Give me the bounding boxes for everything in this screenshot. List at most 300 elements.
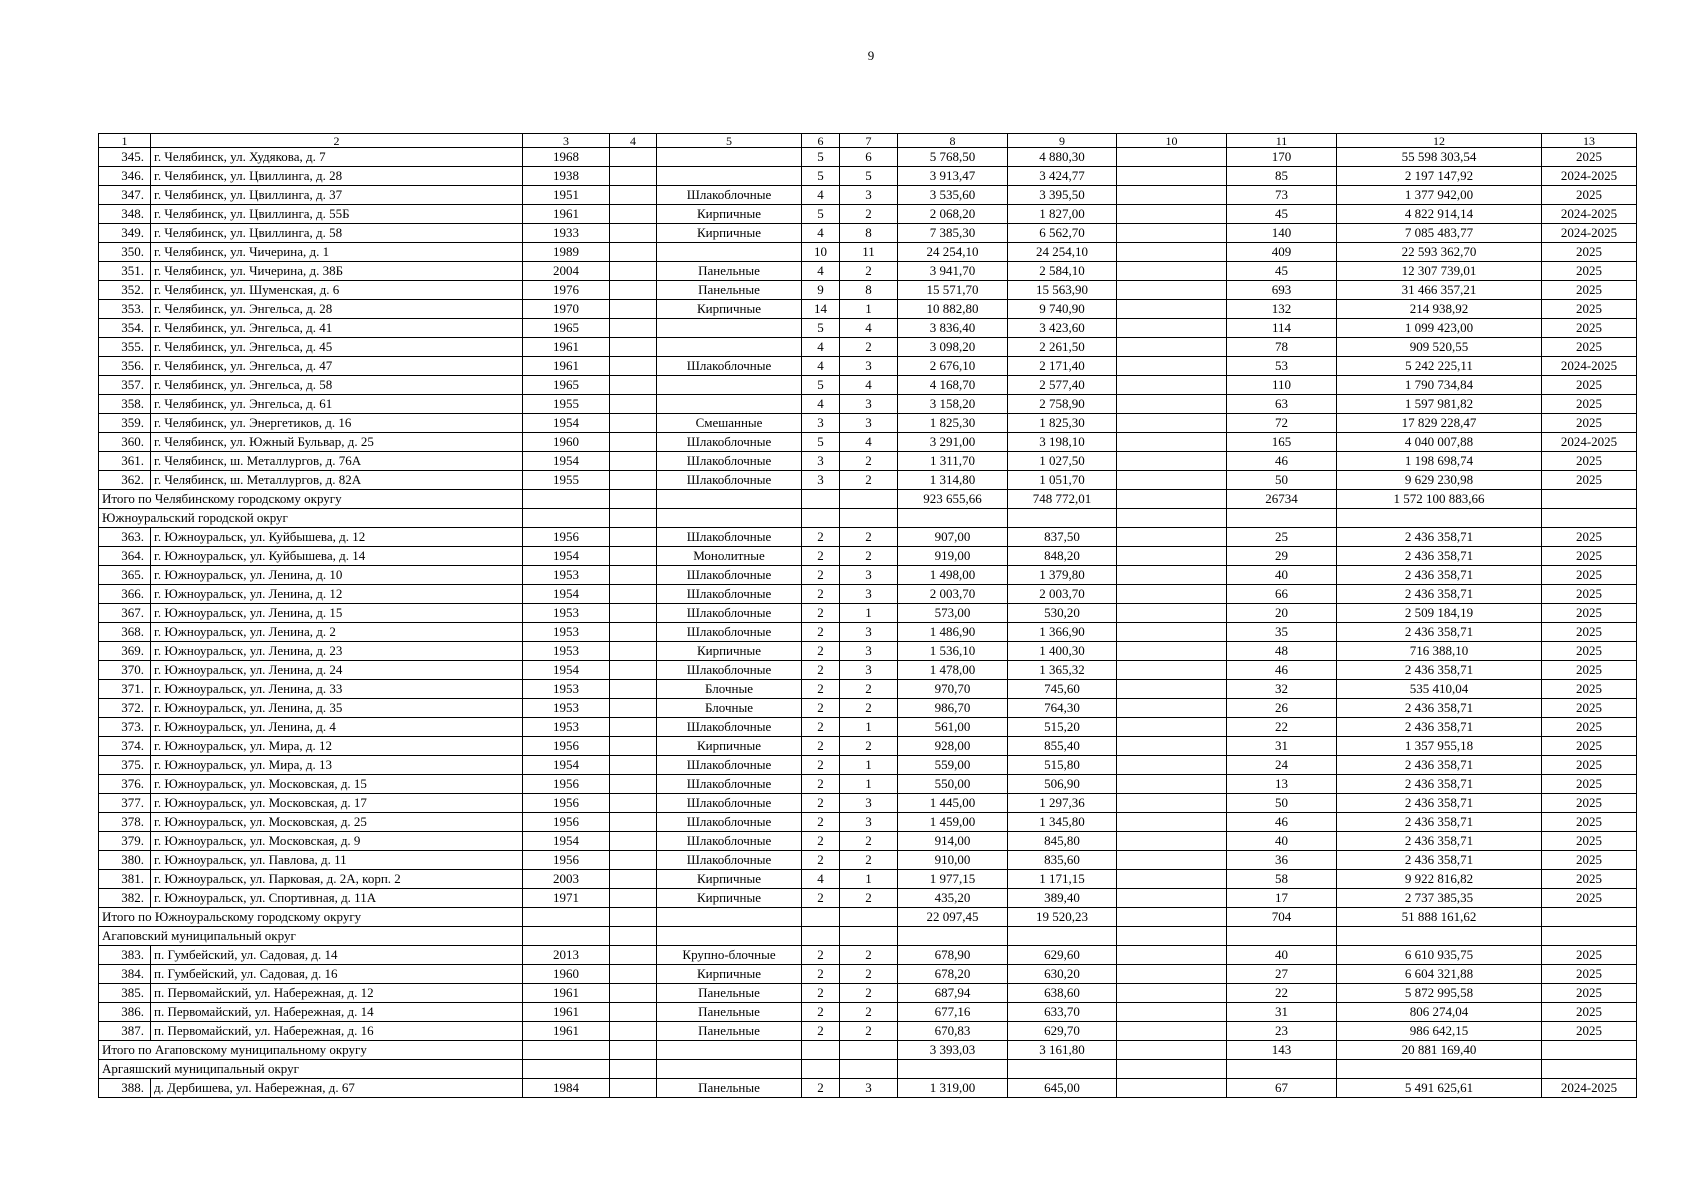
cell-col-9: 2 003,70 <box>1008 585 1117 604</box>
cell-col-13: 2025 <box>1542 756 1637 775</box>
subtotal-cell-col-3 <box>523 1041 610 1060</box>
cell-col-2: г. Южноуральск, ул. Ленина, д. 24 <box>151 661 523 680</box>
subtotal-cell-col-4 <box>610 490 657 509</box>
cell-col-9: 2 171,40 <box>1008 357 1117 376</box>
cell-col-10 <box>1117 528 1227 547</box>
cell-col-11: 46 <box>1227 661 1337 680</box>
empty-cell <box>1227 1060 1337 1079</box>
cell-col-11: 20 <box>1227 604 1337 623</box>
empty-cell <box>1117 927 1227 946</box>
cell-col-12: 9 922 816,82 <box>1337 870 1542 889</box>
cell-col-7: 3 <box>840 642 898 661</box>
cell-col-2: г. Челябинск, ш. Металлургов, д. 82А <box>151 471 523 490</box>
cell-col-4 <box>610 737 657 756</box>
cell-col-3: 1956 <box>523 737 610 756</box>
cell-col-5: Шлакоблочные <box>657 433 802 452</box>
cell-col-7: 2 <box>840 984 898 1003</box>
cell-col-7: 6 <box>840 148 898 167</box>
cell-col-13: 2025 <box>1542 813 1637 832</box>
cell-col-9: 2 577,40 <box>1008 376 1117 395</box>
subtotal-cell-col-12: 20 881 169,40 <box>1337 1041 1542 1060</box>
cell-col-11: 66 <box>1227 585 1337 604</box>
table-row <box>99 300 1637 319</box>
cell-col-13: 2025 <box>1542 471 1637 490</box>
cell-col-6: 4 <box>802 357 840 376</box>
cell-col-12: 2 436 358,71 <box>1337 585 1542 604</box>
cell-col-9: 645,00 <box>1008 1079 1117 1098</box>
empty-cell <box>1337 1060 1542 1079</box>
cell-col-8: 3 098,20 <box>898 338 1008 357</box>
cell-col-9: 9 740,90 <box>1008 300 1117 319</box>
empty-cell <box>802 927 840 946</box>
cell-col-9: 15 563,90 <box>1008 281 1117 300</box>
cell-col-7: 2 <box>840 946 898 965</box>
cell-col-13: 2025 <box>1542 965 1637 984</box>
cell-col-7: 11 <box>840 243 898 262</box>
cell-col-5: Шлакоблочные <box>657 775 802 794</box>
cell-col-9: 1 825,30 <box>1008 414 1117 433</box>
cell-col-2: г. Южноуральск, ул. Ленина, д. 4 <box>151 718 523 737</box>
cell-col-6: 2 <box>802 1079 840 1098</box>
cell-col-13: 2025 <box>1542 718 1637 737</box>
column-number-13: 13 <box>1542 134 1637 148</box>
cell-col-8: 678,20 <box>898 965 1008 984</box>
cell-col-11: 53 <box>1227 357 1337 376</box>
cell-col-7: 4 <box>840 376 898 395</box>
cell-col-11: 40 <box>1227 566 1337 585</box>
cell-col-6: 4 <box>802 395 840 414</box>
empty-cell <box>1337 927 1542 946</box>
subtotal-label: Итого по Агаповскому муниципальному округу <box>99 1041 523 1060</box>
empty-cell <box>1008 927 1117 946</box>
table-row <box>99 946 1637 965</box>
cell-col-5 <box>657 338 802 357</box>
cell-col-10 <box>1117 604 1227 623</box>
cell-col-8: 3 535,60 <box>898 186 1008 205</box>
subtotal-cell-col-13 <box>1542 1041 1637 1060</box>
table-row <box>99 395 1637 414</box>
cell-col-4 <box>610 148 657 167</box>
cell-col-2: п. Первомайский, ул. Набережная, д. 16 <box>151 1022 523 1041</box>
housing-register-table <box>98 133 1637 1098</box>
cell-col-11: 29 <box>1227 547 1337 566</box>
cell-col-6: 2 <box>802 813 840 832</box>
cell-col-7: 3 <box>840 1079 898 1098</box>
cell-col-8: 7 385,30 <box>898 224 1008 243</box>
empty-cell <box>840 1060 898 1079</box>
cell-col-11: 58 <box>1227 870 1337 889</box>
cell-col-2: г. Южноуральск, ул. Мира, д. 12 <box>151 737 523 756</box>
cell-col-4 <box>610 186 657 205</box>
cell-col-4 <box>610 1003 657 1022</box>
cell-col-7: 3 <box>840 794 898 813</box>
cell-col-5: Кирпичные <box>657 205 802 224</box>
cell-col-13: 2024-2025 <box>1542 224 1637 243</box>
cell-col-3: 1953 <box>523 604 610 623</box>
cell-col-2: г. Челябинск, ул. Энгельса, д. 47 <box>151 357 523 376</box>
cell-col-5 <box>657 376 802 395</box>
table-row <box>99 585 1637 604</box>
cell-col-13: 2025 <box>1542 642 1637 661</box>
cell-col-8: 2 003,70 <box>898 585 1008 604</box>
cell-col-1: 371. <box>99 680 151 699</box>
cell-col-10 <box>1117 357 1227 376</box>
cell-col-4 <box>610 167 657 186</box>
cell-col-3: 1961 <box>523 205 610 224</box>
cell-col-2: г. Челябинск, ул. Энергетиков, д. 16 <box>151 414 523 433</box>
cell-col-12: 6 604 321,88 <box>1337 965 1542 984</box>
cell-col-3: 1961 <box>523 338 610 357</box>
cell-col-3: 1953 <box>523 699 610 718</box>
cell-col-2: г. Южноуральск, ул. Ленина, д. 23 <box>151 642 523 661</box>
cell-col-10 <box>1117 984 1227 1003</box>
cell-col-4 <box>610 680 657 699</box>
cell-col-13: 2025 <box>1542 300 1637 319</box>
cell-col-13: 2025 <box>1542 1003 1637 1022</box>
cell-col-7: 2 <box>840 471 898 490</box>
cell-col-1: 358. <box>99 395 151 414</box>
cell-col-1: 372. <box>99 699 151 718</box>
table-row <box>99 623 1637 642</box>
cell-col-7: 1 <box>840 604 898 623</box>
cell-col-8: 1 314,80 <box>898 471 1008 490</box>
empty-cell <box>657 927 802 946</box>
cell-col-12: 4 040 007,88 <box>1337 433 1542 452</box>
cell-col-12: 7 085 483,77 <box>1337 224 1542 243</box>
cell-col-8: 1 977,15 <box>898 870 1008 889</box>
cell-col-9: 515,80 <box>1008 756 1117 775</box>
empty-cell <box>610 927 657 946</box>
cell-col-5: Панельные <box>657 1079 802 1098</box>
cell-col-8: 986,70 <box>898 699 1008 718</box>
cell-col-6: 2 <box>802 794 840 813</box>
cell-col-4 <box>610 946 657 965</box>
cell-col-4 <box>610 414 657 433</box>
cell-col-2: г. Челябинск, ул. Чичерина, д. 38Б <box>151 262 523 281</box>
cell-col-1: 364. <box>99 547 151 566</box>
cell-col-10 <box>1117 395 1227 414</box>
cell-col-2: г. Южноуральск, ул. Московская, д. 9 <box>151 832 523 851</box>
table-row <box>99 376 1637 395</box>
cell-col-4 <box>610 718 657 737</box>
table-row <box>99 813 1637 832</box>
cell-col-6: 2 <box>802 984 840 1003</box>
cell-col-12: 806 274,04 <box>1337 1003 1542 1022</box>
cell-col-10 <box>1117 433 1227 452</box>
empty-cell <box>802 509 840 528</box>
cell-col-12: 55 598 303,54 <box>1337 148 1542 167</box>
cell-col-12: 2 509 184,19 <box>1337 604 1542 623</box>
cell-col-12: 1 790 734,84 <box>1337 376 1542 395</box>
cell-col-3: 1960 <box>523 965 610 984</box>
cell-col-13: 2025 <box>1542 452 1637 471</box>
cell-col-12: 2 436 358,71 <box>1337 566 1542 585</box>
cell-col-9: 515,20 <box>1008 718 1117 737</box>
cell-col-1: 374. <box>99 737 151 756</box>
cell-col-13: 2025 <box>1542 395 1637 414</box>
cell-col-1: 352. <box>99 281 151 300</box>
cell-col-11: 40 <box>1227 946 1337 965</box>
table-row <box>99 680 1637 699</box>
cell-col-9: 2 261,50 <box>1008 338 1117 357</box>
cell-col-1: 361. <box>99 452 151 471</box>
cell-col-6: 5 <box>802 376 840 395</box>
cell-col-9: 2 758,90 <box>1008 395 1117 414</box>
cell-col-11: 46 <box>1227 452 1337 471</box>
empty-cell <box>523 927 610 946</box>
cell-col-6: 2 <box>802 680 840 699</box>
table-row <box>99 205 1637 224</box>
cell-col-6: 2 <box>802 661 840 680</box>
cell-col-4 <box>610 224 657 243</box>
cell-col-10 <box>1117 1022 1227 1041</box>
cell-col-1: 368. <box>99 623 151 642</box>
cell-col-6: 2 <box>802 718 840 737</box>
cell-col-6: 3 <box>802 452 840 471</box>
cell-col-12: 6 610 935,75 <box>1337 946 1542 965</box>
cell-col-12: 2 436 358,71 <box>1337 756 1542 775</box>
subtotal-cell-col-9: 19 520,23 <box>1008 908 1117 927</box>
cell-col-9: 1 027,50 <box>1008 452 1117 471</box>
empty-cell <box>1542 509 1637 528</box>
empty-cell <box>1542 1060 1637 1079</box>
subtotal-cell-col-13 <box>1542 490 1637 509</box>
cell-col-13: 2025 <box>1542 281 1637 300</box>
cell-col-1: 370. <box>99 661 151 680</box>
cell-col-8: 561,00 <box>898 718 1008 737</box>
subtotal-cell-col-7 <box>840 1041 898 1060</box>
cell-col-6: 2 <box>802 946 840 965</box>
cell-col-7: 1 <box>840 870 898 889</box>
cell-col-13: 2025 <box>1542 585 1637 604</box>
table-row <box>99 718 1637 737</box>
cell-col-8: 677,16 <box>898 1003 1008 1022</box>
cell-col-12: 2 436 358,71 <box>1337 851 1542 870</box>
table-row <box>99 281 1637 300</box>
cell-col-6: 2 <box>802 737 840 756</box>
cell-col-2: г. Южноуральск, ул. Куйбышева, д. 12 <box>151 528 523 547</box>
cell-col-13: 2025 <box>1542 414 1637 433</box>
cell-col-10 <box>1117 338 1227 357</box>
subtotal-cell-col-12: 51 888 161,62 <box>1337 908 1542 927</box>
cell-col-8: 928,00 <box>898 737 1008 756</box>
cell-col-1: 363. <box>99 528 151 547</box>
cell-col-8: 15 571,70 <box>898 281 1008 300</box>
empty-cell <box>802 1060 840 1079</box>
table-row <box>99 889 1637 908</box>
subtotal-cell-col-3 <box>523 908 610 927</box>
cell-col-9: 6 562,70 <box>1008 224 1117 243</box>
cell-col-8: 10 882,80 <box>898 300 1008 319</box>
cell-col-8: 1 459,00 <box>898 813 1008 832</box>
cell-col-9: 1 345,80 <box>1008 813 1117 832</box>
cell-col-2: г. Южноуральск, ул. Московская, д. 25 <box>151 813 523 832</box>
empty-cell <box>610 1060 657 1079</box>
cell-col-9: 530,20 <box>1008 604 1117 623</box>
cell-col-11: 23 <box>1227 1022 1337 1041</box>
cell-col-7: 2 <box>840 262 898 281</box>
column-number-4: 4 <box>610 134 657 148</box>
cell-col-10 <box>1117 167 1227 186</box>
cell-col-6: 4 <box>802 262 840 281</box>
cell-col-10 <box>1117 946 1227 965</box>
cell-col-13: 2025 <box>1542 566 1637 585</box>
cell-col-7: 3 <box>840 357 898 376</box>
cell-col-13: 2024-2025 <box>1542 1079 1637 1098</box>
cell-col-5: Шлакоблочные <box>657 661 802 680</box>
cell-col-11: 27 <box>1227 965 1337 984</box>
table-row <box>99 1022 1637 1041</box>
cell-col-2: г. Челябинск, ул. Цвиллинга, д. 55Б <box>151 205 523 224</box>
cell-col-4 <box>610 338 657 357</box>
cell-col-9: 638,60 <box>1008 984 1117 1003</box>
cell-col-3: 1955 <box>523 395 610 414</box>
cell-col-3: 1965 <box>523 319 610 338</box>
cell-col-6: 2 <box>802 623 840 642</box>
table-row <box>99 566 1637 585</box>
cell-col-6: 2 <box>802 889 840 908</box>
cell-col-11: 45 <box>1227 262 1337 281</box>
cell-col-4 <box>610 889 657 908</box>
column-number-12: 12 <box>1337 134 1542 148</box>
cell-col-7: 2 <box>840 851 898 870</box>
cell-col-4 <box>610 965 657 984</box>
cell-col-13: 2025 <box>1542 946 1637 965</box>
cell-col-10 <box>1117 813 1227 832</box>
cell-col-3: 1956 <box>523 851 610 870</box>
subtotal-cell-col-5 <box>657 1041 802 1060</box>
table-row <box>99 452 1637 471</box>
empty-cell <box>1117 509 1227 528</box>
cell-col-10 <box>1117 718 1227 737</box>
cell-col-4 <box>610 870 657 889</box>
cell-col-2: г. Южноуральск, ул. Ленина, д. 10 <box>151 566 523 585</box>
empty-cell <box>1008 509 1117 528</box>
cell-col-7: 2 <box>840 338 898 357</box>
subtotal-cell-col-9: 3 161,80 <box>1008 1041 1117 1060</box>
cell-col-7: 4 <box>840 433 898 452</box>
cell-col-11: 50 <box>1227 471 1337 490</box>
cell-col-12: 535 410,04 <box>1337 680 1542 699</box>
cell-col-4 <box>610 813 657 832</box>
cell-col-13: 2024-2025 <box>1542 433 1637 452</box>
cell-col-10 <box>1117 300 1227 319</box>
cell-col-10 <box>1117 775 1227 794</box>
cell-col-5: Блочные <box>657 680 802 699</box>
cell-col-13: 2025 <box>1542 319 1637 338</box>
cell-col-6: 2 <box>802 566 840 585</box>
cell-col-9: 3 198,10 <box>1008 433 1117 452</box>
cell-col-8: 910,00 <box>898 851 1008 870</box>
cell-col-11: 132 <box>1227 300 1337 319</box>
table-row <box>99 1003 1637 1022</box>
cell-col-3: 1956 <box>523 813 610 832</box>
cell-col-2: г. Челябинск, ул. Энгельса, д. 28 <box>151 300 523 319</box>
cell-col-3: 1956 <box>523 775 610 794</box>
cell-col-6: 4 <box>802 186 840 205</box>
cell-col-8: 550,00 <box>898 775 1008 794</box>
cell-col-8: 1 445,00 <box>898 794 1008 813</box>
cell-col-9: 1 400,30 <box>1008 642 1117 661</box>
cell-col-12: 2 436 358,71 <box>1337 661 1542 680</box>
cell-col-10 <box>1117 376 1227 395</box>
cell-col-11: 22 <box>1227 984 1337 1003</box>
cell-col-8: 2 068,20 <box>898 205 1008 224</box>
cell-col-9: 389,40 <box>1008 889 1117 908</box>
cell-col-9: 3 424,77 <box>1008 167 1117 186</box>
empty-cell <box>657 1060 802 1079</box>
cell-col-8: 1 311,70 <box>898 452 1008 471</box>
cell-col-12: 2 436 358,71 <box>1337 832 1542 851</box>
cell-col-11: 409 <box>1227 243 1337 262</box>
cell-col-11: 140 <box>1227 224 1337 243</box>
cell-col-11: 17 <box>1227 889 1337 908</box>
cell-col-3: 1953 <box>523 680 610 699</box>
cell-col-11: 48 <box>1227 642 1337 661</box>
table-row <box>99 357 1637 376</box>
cell-col-10 <box>1117 832 1227 851</box>
section-heading-row <box>99 927 1637 946</box>
subtotal-cell-col-6 <box>802 490 840 509</box>
cell-col-8: 435,20 <box>898 889 1008 908</box>
cell-col-3: 1965 <box>523 376 610 395</box>
cell-col-1: 355. <box>99 338 151 357</box>
cell-col-12: 2 436 358,71 <box>1337 623 1542 642</box>
cell-col-4 <box>610 699 657 718</box>
table-row <box>99 965 1637 984</box>
cell-col-12: 716 388,10 <box>1337 642 1542 661</box>
cell-col-7: 3 <box>840 186 898 205</box>
subtotal-row <box>99 490 1637 509</box>
cell-col-12: 2 436 358,71 <box>1337 813 1542 832</box>
cell-col-1: 365. <box>99 566 151 585</box>
cell-col-4 <box>610 623 657 642</box>
cell-col-6: 14 <box>802 300 840 319</box>
cell-col-2: д. Дербишева, ул. Набережная, д. 67 <box>151 1079 523 1098</box>
cell-col-2: г. Южноуральск, ул. Парковая, д. 2А, корп. 2 <box>151 870 523 889</box>
cell-col-13: 2025 <box>1542 680 1637 699</box>
cell-col-3: 1961 <box>523 984 610 1003</box>
cell-col-7: 1 <box>840 718 898 737</box>
cell-col-13: 2025 <box>1542 376 1637 395</box>
cell-col-9: 630,20 <box>1008 965 1117 984</box>
cell-col-6: 5 <box>802 433 840 452</box>
cell-col-3: 1938 <box>523 167 610 186</box>
page-number: 9 <box>867 48 875 63</box>
cell-col-1: 350. <box>99 243 151 262</box>
cell-col-2: п. Первомайский, ул. Набережная, д. 12 <box>151 984 523 1003</box>
cell-col-8: 678,90 <box>898 946 1008 965</box>
cell-col-10 <box>1117 680 1227 699</box>
cell-col-3: 1954 <box>523 756 610 775</box>
cell-col-10 <box>1117 414 1227 433</box>
cell-col-5 <box>657 243 802 262</box>
cell-col-3: 1970 <box>523 300 610 319</box>
cell-col-7: 3 <box>840 566 898 585</box>
column-number-8: 8 <box>898 134 1008 148</box>
cell-col-12: 5 872 995,58 <box>1337 984 1542 1003</box>
cell-col-1: 369. <box>99 642 151 661</box>
cell-col-2: г. Челябинск, ул. Энгельса, д. 45 <box>151 338 523 357</box>
cell-col-7: 2 <box>840 699 898 718</box>
cell-col-7: 3 <box>840 414 898 433</box>
cell-col-1: 382. <box>99 889 151 908</box>
table-row <box>99 984 1637 1003</box>
cell-col-3: 1953 <box>523 642 610 661</box>
subtotal-cell-col-10 <box>1117 1041 1227 1060</box>
cell-col-7: 8 <box>840 224 898 243</box>
cell-col-8: 919,00 <box>898 547 1008 566</box>
